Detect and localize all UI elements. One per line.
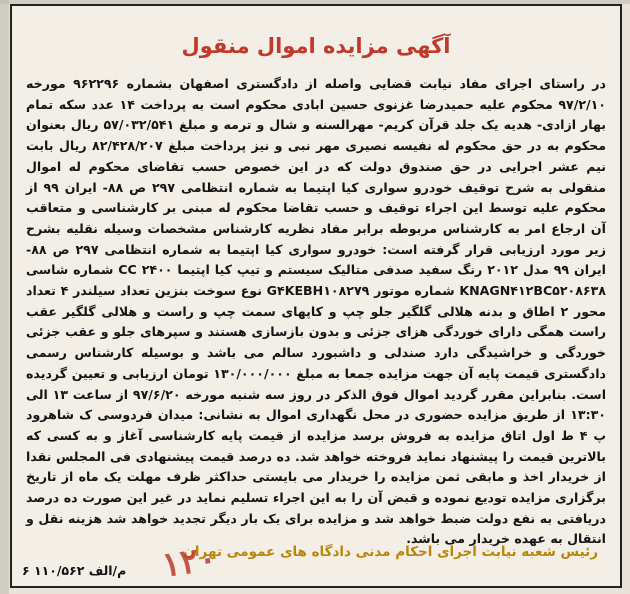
handwritten-stamp: ۱۲۰ xyxy=(159,538,220,586)
newspaper-clipping xyxy=(10,4,622,588)
notice-reference-number: ۶ ۱۱۰/۵۶۲ م/الف xyxy=(22,563,127,578)
notice-title: آگهی مزایده اموال منقول xyxy=(181,34,451,58)
notice-signature: رئیس شعبه نیابت اجرای احکام مدنی دادگاه های عمومی تهران xyxy=(183,544,598,560)
notice-body: در راستای اجرای مفاد نیابت قضایی واصله از دادگستری اصفهان بشماره ۹۶۲۲۹۶ مورخه ۹۷/۲/۱۰ محکوم علیه حمیدرضا غزنوی حسین ابادی محکوم است به پرداخت ۱۴ عدد سکه تمام بهار ازادی- هدیه یک جلد قرآن کریم- مهرالسنه و شال و ترمه و مبلغ ۵۷/۰۳۲/۵۴۱ ریال بعنوان محکوم به در حق محکوم له نفیسه نصیری مهر نبی و نیز پرداخت مبلغ ۸۲/۴۲۸/۲۰۷ ریال بابت نیم عشر اجرایی در حق صندوق دولت که در این خصوص حسب تقاضای محکوم له اموال منقولی به شرح توقیف خودرو سواری کیا اپتیما به شماره انتظامی ۲۹۷ ص ۸۸- ایران ۹۹ از محکوم علیه توسط این اجراء توقیف و حسب تقاضا محکوم له مبنی بر کارشناسی و متعاقب آن ارجاع امر به کارشناس مربوطه برابر مفاد نظریه کارشناس مشخصات وسیله نقلیه بشرح زیر مورد ارزیابی قرار گرفته است: خودرو سواری کیا اپتیما به شماره انتظامی ۲۹۷ ص ۸۸- ایران ۹۹ مدل ۲۰۱۲ رنگ سفید صدفی متالیک سیستم و تیپ کیا اپتیما ۲۴۰۰ CC شماره شاسی KNAGN۴۱۲BC۵۲۰۸۶۳۸ شماره موتور G۴KEBH۱۰۸۲۷۹ نوع سوخت بنزین تعداد سیلندر ۴ تعداد محور ۲ اطاق و بدنه هلالی گلگیر جلو چپ و کاپهای سمت چپ و راست و هلالی گلگیر عقب راست همگی دارای خوردگی هزای جزئی و بدون بازسازی هستند و سپرهای جلو و عقب جزئی خوردگی و خراشیدگی دارد صندلی و داشبورد سالم می باشد و بوسیله کارشناس رسمی دادگستری قیمت پایه آن جهت مزایده جمعا به مبلغ ۱۳۰/۰۰۰/۰۰۰ تومان ارزیابی و تعیین گردیده است. بنابراین مقرر گردید اموال فوق الذکر در روز سه شنبه مورخه ۹۷/۶/۲۰ از ساعت ۱۳ الی ۱۳:۳۰ از طریق مزایده حضوری در محل نگهداری اموال به نشانی: میدان فردوسی ک شاهرود پ ۴ ط اول اتاق مزایده به فروش برسد مزایده از قیمت پایه کارشناسی آغاز و به کسی که بالاترین قیمت را پیشنهاد نماید فروخته خواهد شد. ده درصد قیمت پیشنهادی فی المجلس نقدا از خریدار اخذ و مابقی ثمن مزایده را خریدار می بایستی حداکثر ظرف مهلت یک ماه از تاریخ برگزاری مزایده تودیع نموده و قبض آن را به این اجراء تسلیم نماید در غیر این صورت ده درصد دریافتی به نفع دولت ضبط خواهد شد و مزایده برای یک بار دیگر تجدید خواهد شد هزینه نقل و انتقال به عهده خریدار می باشد. xyxy=(26,76,607,547)
tape-strip-left xyxy=(0,0,9,594)
